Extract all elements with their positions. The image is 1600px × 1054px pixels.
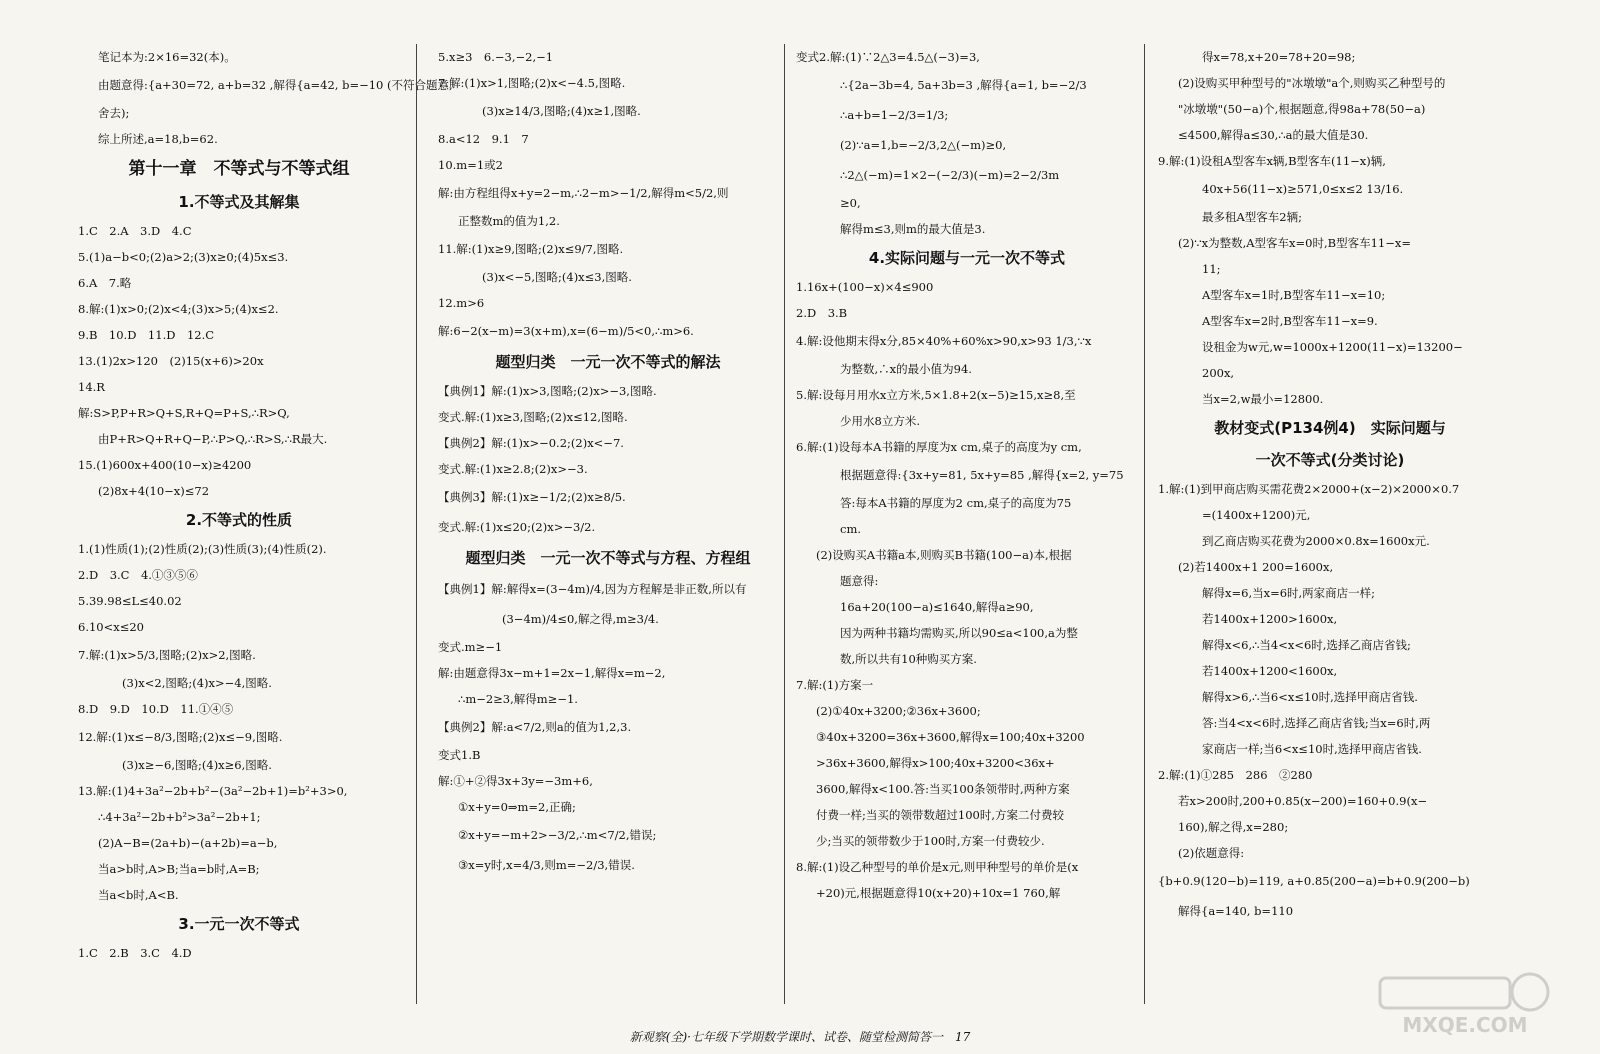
answer-line: 解:①+②得3x+3y=−3m+6, (438, 774, 593, 788)
answer-line: 少;当买的领带数少于100时,方案一付费较少. (816, 834, 1045, 848)
answer-line: 5.x≥3 6.−3,−2,−1 (438, 50, 554, 64)
section-heading: 题型归类 一元一次不等式与方程、方程组 (465, 549, 751, 567)
section-heading: 1.不等式及其解集 (178, 193, 300, 211)
answer-line: 15.(1)600x+400(10−x)≥4200 (78, 458, 252, 472)
answer-line: 5.39.98≤L≤40.02 (78, 594, 182, 608)
section-heading: 4.实际问题与一元一次不等式 (868, 249, 1066, 267)
answer-line: 当a<b时,A<B. (98, 888, 179, 902)
column-3 (796, 44, 1138, 906)
answer-line: 当x=2,w最小=12800. (1202, 392, 1324, 406)
answer-line: 11.解:(1)x≥9,图略;(2)x≤9/7,图略. (438, 242, 624, 256)
answer-line: 若1400x+1200>1600x, (1202, 612, 1338, 626)
answer-line: 2.D 3.B (796, 306, 848, 320)
answer-line: ③40x+3200=36x+3600,解得x=100;40x+3200 (816, 730, 1085, 744)
answer-line: 变式2.解:(1)∵2△3=4.5△(−3)=3, (796, 50, 980, 64)
section-heading: 一次不等式(分类讨论) (1255, 451, 1405, 469)
answer-line: "冰墩墩"(50−a)个,根据题意,得98a+78(50−a) (1178, 102, 1426, 116)
answer-line: 正整数m的值为1,2. (458, 214, 560, 228)
answer-line: ∴4+3a²−2b+b²>3a²−2b+1; (98, 810, 261, 824)
answer-line: 由题意得:{a+30=72, a+b=32 ,解得{a=42, b=−10 (不符合题意, (98, 78, 453, 92)
answer-line: 6.解:(1)设每本A书籍的厚度为x cm,桌子的高度为y cm, (796, 440, 1082, 454)
answer-line: 2.解:(1)①285 286 ②280 (1158, 768, 1313, 782)
answer-line: 12.解:(1)x≤−8/3,图略;(2)x≤−9,图略. (78, 730, 283, 744)
column-2 (438, 44, 778, 880)
answer-line: 为整数,∴x的最小值为94. (840, 362, 972, 376)
section-heading: 2.不等式的性质 (185, 511, 293, 529)
answer-line: (2)8x+4(10−x)≤72 (98, 484, 210, 498)
answer-line: 解得x>6,∴当6<x≤10时,选择甲商店省钱. (1202, 690, 1418, 704)
answer-line: 9.B 10.D 11.D 12.C (78, 328, 215, 342)
answer-line: (3)x<2,图略;(4)x>−4,图略. (122, 676, 272, 690)
section-heading: 题型归类 一元一次不等式的解法 (495, 353, 721, 371)
answer-line: 解:S>P,P+R>Q+S,R+Q=P+S,∴R>Q, (78, 406, 290, 420)
answer-line: ②x+y=−m+2>−3/2,∴m<7/2,错误; (458, 828, 657, 842)
answer-line: 1.(1)性质(1);(2)性质(2);(3)性质(3);(4)性质(2). (78, 542, 327, 556)
answer-line: 4.解:设他期末得x分,85×40%+60%x>90,x>93 1/3,∵x (796, 334, 1092, 348)
answer-line: 200x, (1202, 366, 1235, 380)
chapter-heading: 第十一章 不等式与不等式组 (128, 159, 350, 179)
answer-line: 12.m>6 (438, 296, 485, 310)
answer-line: 10.m=1或2 (438, 158, 503, 172)
answer-line: ≤4500,解得a≤30,∴a的最大值是30. (1178, 128, 1369, 142)
answer-line: 7.解:(1)方案一 (796, 678, 874, 692)
answer-line: 13.解:(1)4+3a²−2b+b²−(3a²−2b+1)=b²+3>0, (78, 784, 348, 798)
answer-line: 当a>b时,A>B;当a=b时,A=B; (98, 862, 260, 876)
answer-line: 笔记本为:2×16=32(本)。 (98, 50, 236, 64)
answer-line: 1.C 2.A 3.D 4.C (78, 224, 192, 238)
column-4 (1158, 44, 1502, 926)
answer-line: 2.D 3.C 4.①③⑤⑥ (78, 568, 198, 582)
answer-line: 8.解:(1)x>0;(2)x<4;(3)x>5;(4)x≤2. (78, 302, 279, 316)
answer-line: 1.解:(1)到甲商店购买需花费2×2000+(x−2)×2000×0.7 (1158, 482, 1460, 496)
answer-line: 7.解:(1)x>5/3,图略;(2)x>2,图略. (78, 648, 256, 662)
answer-line: 题意得: (840, 574, 879, 588)
answer-line: 13.(1)2x>120 (2)15(x+6)>20x (78, 354, 264, 368)
answer-line: 舍去); (98, 106, 130, 120)
answer-line: 综上所述,a=18,b=62. (98, 132, 218, 146)
answer-line: 得x=78,x+20=78+20=98; (1202, 50, 1356, 64)
answer-line: 8.D 9.D 10.D 11.①④⑤ (78, 702, 234, 716)
answer-line: 变式.解:(1)x≤20;(2)x>−3/2. (438, 520, 596, 534)
answer-line: 14.R (78, 380, 105, 394)
answer-line: 9.解:(1)设租A型客车x辆,B型客车(11−x)辆, (1158, 154, 1386, 168)
answer-line: 5.解:设每月用水x立方米,5×1.8+2(x−5)≥15,x≥8,至 (796, 388, 1076, 402)
column-divider (416, 44, 417, 1004)
column-1 (78, 44, 453, 966)
answer-line: 6.10<x≤20 (78, 620, 144, 634)
answer-line: 若1400x+1200<1600x, (1202, 664, 1338, 678)
page-footer: 新观察(全)·七年级下学期数学课时、试卷、随堂检测简答一 17 (629, 1030, 971, 1044)
answer-line: 答:每本A书籍的厚度为2 cm,桌子的高度为75 (840, 496, 1072, 510)
answer-line: 【典例3】解:(1)x≥−1/2;(2)x≥8/5. (438, 490, 626, 504)
answer-line: 【典例1】解:(1)x>3,图略;(2)x>−3,图略. (438, 384, 657, 398)
section-heading: 教材变式(P134例4) 实际问题与 (1214, 419, 1446, 437)
answer-line: 少用水8立方米. (840, 414, 920, 428)
answer-line: 家商店一样;当6<x≤10时,选择甲商店省钱. (1202, 742, 1422, 756)
answer-line: 因为两种书籍均需购买,所以90≤a<100,a为整 (840, 626, 1078, 640)
answer-line: 答:当4<x<6时,选择乙商店省钱;当x=6时,两 (1202, 716, 1431, 730)
answer-line: 40x+56(11−x)≥571,0≤x≤2 13/16. (1202, 182, 1404, 196)
answer-line: 解得{a=140, b=110 (1178, 904, 1294, 918)
answer-line: ≥0, (840, 196, 861, 210)
answer-line: 8.解:(1)设乙种型号的单价是x元,则甲种型号的单价是(x (796, 860, 1079, 874)
answer-line: (2)①40x+3200;②36x+3600; (816, 704, 981, 718)
answer-line: 解:由题意得3x−m+1=2x−1,解得x=m−2, (438, 666, 666, 680)
answer-line: >36x+3600,解得x>100;40x+3200<36x+ (816, 756, 1055, 770)
answer-line: (2)∵x为整数,A型客车x=0时,B型客车11−x= (1178, 236, 1411, 250)
section-heading: 3.一元一次不等式 (178, 915, 300, 933)
watermark-text: MXQE.COM (1402, 1013, 1528, 1037)
answer-line: 【典例2】解:(1)x>−0.2;(2)x<−7. (438, 436, 624, 450)
answer-line: +20)元,根据题意得10(x+20)+10x=1 760,解 (816, 886, 1061, 900)
answer-line: 设租金为w元,w=1000x+1200(11−x)=13200− (1202, 340, 1463, 354)
answer-line: (3)x≥14/3,图略;(4)x≥1,图略. (482, 104, 641, 118)
answer-line: ∴{2a−3b=4, 5a+3b=3 ,解得{a=1, b=−2/3 (840, 78, 1087, 92)
answer-line: (2)若1400x+1 200=1600x, (1178, 560, 1334, 574)
answer-line: 变式.解:(1)x≥2.8;(2)x>−3. (438, 462, 588, 476)
answer-line: ①x+y=0⇒m=2,正确; (458, 800, 576, 814)
answer-line: 解:由方程组得x+y=2−m,∴2−m>−1/2,解得m<5/2,则 (438, 186, 729, 200)
answer-line: 变式.m≥−1 (438, 640, 503, 654)
answer-line: 解得x<6,∴当4<x<6时,选择乙商店省钱; (1202, 638, 1411, 652)
answer-line: 16a+20(100−a)≤1640,解得a≥90, (840, 600, 1034, 614)
answer-line: (3)x≥−6,图略;(4)x≥6,图略. (122, 758, 272, 772)
answer-line: 到乙商店购买花费为2000×0.8x=1600x元. (1202, 534, 1430, 548)
answer-line: 解:6−2(x−m)=3(x+m),x=(6−m)/5<0,∴m>6. (438, 324, 694, 338)
answer-line: 【典例2】解:a<7/2,则a的值为1,2,3. (438, 720, 632, 734)
answer-line: (3−4m)/4≤0,解之得,m≥3/4. (502, 612, 659, 626)
answer-line: ∴a+b=1−2/3=1/3; (840, 108, 949, 122)
answer-line: ∴m−2≥3,解得m≥−1. (458, 692, 578, 706)
answer-line: 1.16x+(100−x)×4≤900 (796, 280, 934, 294)
answer-line: (2)设购买A书籍a本,则购买B书籍(100−a)本,根据 (816, 548, 1072, 562)
answer-line: 3600,解得x<100.答:当买100条领带时,两种方案 (816, 782, 1070, 796)
answer-line: 8.a<12 9.1 7 (438, 132, 529, 146)
answer-line: (2)设购买甲种型号的"冰墩墩"a个,则购买乙种型号的 (1178, 76, 1446, 90)
answer-line: {b+0.9(120−b)=119, a+0.85(200−a)=b+0.9(200−b) (1158, 874, 1470, 888)
answer-line: 11; (1202, 262, 1221, 276)
answer-line: 1.C 2.B 3.C 4.D (78, 946, 192, 960)
answer-line: 若x>200时,200+0.85(x−200)=160+0.9(x− (1178, 794, 1428, 808)
answer-line: 根据题意得:{3x+y=81, 5x+y=85 ,解得{x=2, y=75 (840, 468, 1124, 482)
answer-line: 数,所以共有10种购买方案. (840, 652, 977, 666)
answer-line: 160),解之得,x=280; (1178, 820, 1289, 834)
answer-line: 【典例1】解:解得x=(3−4m)/4,因为方程解是非正数,所以有 (438, 582, 747, 596)
answer-line: (3)x<−5,图略;(4)x≤3,图略. (482, 270, 632, 284)
answer-line: ∴2△(−m)=1×2−(−2/3)(−m)=2−2/3m (840, 168, 1060, 182)
answer-line: =(1400x+1200)元, (1202, 508, 1311, 522)
column-divider (784, 44, 785, 1004)
watermark-logo (1370, 970, 1560, 1040)
answer-line: (2)∵a=1,b=−2/3,2△(−m)≥0, (840, 138, 1007, 152)
answer-line: A型客车x=2时,B型客车11−x=9. (1202, 314, 1378, 328)
answer-line: 解得x=6,当x=6时,两家商店一样; (1202, 586, 1376, 600)
answer-line: A型客车x=1时,B型客车11−x=10; (1202, 288, 1386, 302)
answer-line: (2)依题意得: (1178, 846, 1245, 860)
answer-line: cm. (840, 522, 862, 536)
answer-line: 解得m≤3,则m的最大值是3. (840, 222, 986, 236)
answer-line: ③x=y时,x=4/3,则m=−2/3,错误. (458, 858, 635, 872)
answer-line: 5.(1)a−b<0;(2)a>2;(3)x≥0;(4)5x≤3. (78, 250, 289, 264)
answer-line: 由P+R>Q+R+Q−P,∴P>Q,∴R>S,∴R最大. (98, 432, 328, 446)
answer-line: 变式1.B (438, 748, 481, 762)
answer-line: 7.解:(1)x>1,图略;(2)x<−4.5,图略. (438, 76, 626, 90)
column-divider (1144, 44, 1145, 1004)
answer-line: 付费一样;当买的领带数超过100时,方案二付费较 (816, 808, 1064, 822)
answer-line: 变式.解:(1)x≥3,图略;(2)x≤12,图略. (438, 410, 628, 424)
answer-line: (2)A−B=(2a+b)−(a+2b)=a−b, (98, 836, 278, 850)
answer-line: 最多租A型客车2辆; (1202, 210, 1302, 224)
answer-line: 6.A 7.略 (78, 276, 132, 290)
